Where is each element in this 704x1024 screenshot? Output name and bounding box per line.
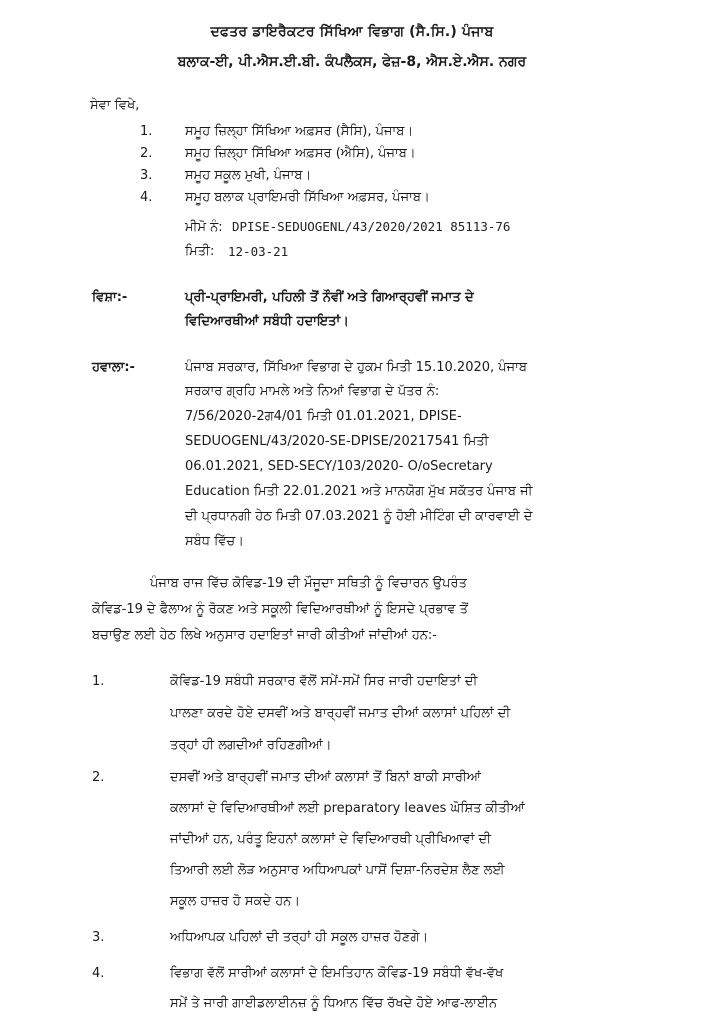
addressee-item: ਸਮੂਹ ਜ਼ਿਲ੍ਹਾ ਸਿੱਖਿਆ ਅਫ਼ਸਰ (ਐਸਿ), ਪੰਜਾਬ। — [185, 146, 416, 161]
office-header-line1: ਦਫਤਰ ਡਾਇਰੈਕਟਰ ਸਿੱਖਿਆ ਵਿਭਾਗ (ਸੈ.ਸਿ.) ਪੰਜਾਬ — [210, 24, 494, 40]
reference-line: SEDUOGENL/43/2020-SE-DPISE/20217541 ਮਿਤੀ — [185, 434, 489, 449]
reference-line: 7/56/2020-2ਗ4/01 ਮਿਤੀ 01.01.2021, DPISE- — [185, 409, 462, 424]
point-line: ਤਰ੍ਹਾਂ ਹੀ ਲਗਦੀਆਂ ਰਹਿਣਗੀਆਂ। — [170, 738, 332, 753]
reference-line: Education ਮਿਤੀ 22.01.2021 ਅਤੇ ਮਾਨਯੋਗ ਮੁੱਖ ਸਕੱਤਰ ਪੰਜਾਬ ਜੀ — [185, 484, 533, 499]
addressee-item: ਸਮੂਹ ਬਲਾਕ ਪ੍ਰਾਇਮਰੀ ਸਿੱਖਿਆ ਅਫ਼ਸਰ, ਪੰਜਾਬ। — [185, 190, 430, 205]
reference-line: ਸਰਕਾਰ ਗ੍ਰਹਿ ਮਾਮਲੇ ਅਤੇ ਨਿਆਂ ਵਿਭਾਗ ਦੇ ਪੱਤਰ ਨੰ: — [185, 384, 440, 399]
subject-line: ਪ੍ਰੀ-ਪ੍ਰਾਇਮਰੀ, ਪਹਿਲੀ ਤੋਂ ਨੌਵੀਂ ਅਤੇ ਗਿਆਰ੍ਹਵੀਂ ਜਮਾਤ ਦੇ — [185, 290, 474, 305]
salutation: ਸੇਵਾ ਵਿਖੇ, — [90, 98, 140, 113]
point-line: ਅਧਿਆਪਕ ਪਹਿਲਾਂ ਦੀ ਤਰ੍ਹਾਂ ਹੀ ਸਕੂਲ ਹਾਜ਼ਰ ਹੋਣਗੇ। — [170, 930, 429, 945]
addressee-number: 4. — [140, 190, 153, 205]
addressee-number: 3. — [140, 168, 153, 183]
memo-label: ਮੀਮੋ ਨੰ: — [185, 220, 223, 235]
reference-line: ਦੀ ਪ੍ਰਧਾਨਗੀ ਹੇਠ ਮਿਤੀ 07.03.2021 ਨੂੰ ਹੋਈ ਮੀਟਿੰਗ ਦੀ ਕਾਰਵਾਈ ਦੇ — [185, 509, 533, 524]
office-header-line2: ਬਲਾਕ-ਈ, ਪੀ.ਐਸ.ਈ.ਬੀ. ਕੰਪਲੈਕਸ, ਫੇਜ਼-8, ਐਸ.ਏ.ਐਸ. ਨਗਰ — [177, 54, 527, 70]
memo-date: 12-03-21 — [228, 244, 289, 259]
point-line: ਤਿਆਰੀ ਲਈ ਲੋੜ ਅਨੁਸਾਰ ਅਧਿਆਪਕਾਂ ਪਾਸੋਂ ਦਿਸ਼ਾ-ਨਿਰਦੇਸ਼ ਲੈਣ ਲਈ — [170, 863, 505, 878]
point-number: 2. — [92, 770, 105, 785]
addressee-item: ਸਮੂਹ ਜ਼ਿਲ੍ਹਾ ਸਿੱਖਿਆ ਅਫ਼ਸਰ (ਸੈਸਿ), ਪੰਜਾਬ। — [185, 124, 414, 139]
memo-number: DPISE-SEDUOGENL/43/2020/2021 85113-76 — [232, 219, 511, 234]
point-line: ਜਾਂਦੀਆਂ ਹਨ, ਪਰੰਤੂ ਇਹਨਾਂ ਕਲਾਸਾਂ ਦੇ ਵਿਦਿਆਰਥੀ ਪ੍ਰੀਖਿਆਵਾਂ ਦੀ — [170, 832, 492, 847]
point-line: ਕਲਾਸਾਂ ਦੇ ਵਿਦਿਆਰਥੀਆਂ ਲਈ preparatory leaves ਘੋਸ਼ਿਤ ਕੀਤੀਆਂ — [170, 801, 525, 816]
subject-label: ਵਿਸ਼ਾ:- — [92, 290, 128, 305]
point-number: 1. — [92, 674, 105, 689]
intro-line: ਪੰਜਾਬ ਰਾਜ ਵਿੱਚ ਕੋਵਿਡ-19 ਦੀ ਮੌਜੂਦਾ ਸਥਿਤੀ ਨੂੰ ਵਿਚਾਰਨ ਉਪਰੰਤ — [150, 576, 467, 591]
point-number: 4. — [92, 966, 105, 981]
addressee-number: 2. — [140, 146, 153, 161]
reference-line: 06.01.2021, SED-SECY/103/2020- O/oSecretary — [185, 459, 493, 474]
intro-line: ਬਚਾਉਣ ਲਈ ਹੇਠ ਲਿਖੇ ਅਨੁਸਾਰ ਹਦਾਇਤਾਂ ਜਾਰੀ ਕੀਤੀਆਂ ਜਾਂਦੀਆਂ ਹਨ:- — [92, 628, 438, 643]
addressee-number: 1. — [140, 124, 153, 139]
point-line: ਦਸਵੀਂ ਅਤੇ ਬਾਰ੍ਹਵੀਂ ਜਮਾਤ ਦੀਆਂ ਕਲਾਸਾਂ ਤੋਂ ਬਿਨਾਂ ਬਾਕੀ ਸਾਰੀਆਂ — [170, 770, 481, 785]
point-number: 3. — [92, 930, 105, 945]
addressee-item: ਸਮੂਹ ਸਕੂਲ ਮੁਖੀ, ਪੰਜਾਬ। — [185, 168, 312, 183]
intro-line: ਕੋਵਿਡ-19 ਦੇ ਫੈਲਾਅ ਨੂੰ ਰੋਕਣ ਅਤੇ ਸਕੂਲੀ ਵਿਦਿਆਰਥੀਆਂ ਨੂੰ ਇਸਦੇ ਪ੍ਰਭਾਵ ਤੋਂ — [92, 602, 468, 617]
point-line: ਪਾਲਣਾ ਕਰਦੇ ਹੋਏ ਦਸਵੀਂ ਅਤੇ ਬਾਰ੍ਹਵੀਂ ਜਮਾਤ ਦੀਆਂ ਕਲਾਸਾਂ ਪਹਿਲਾਂ ਦੀ — [170, 706, 511, 721]
subject-line: ਵਿਦਿਆਰਥੀਆਂ ਸਬੰਧੀ ਹਦਾਇਤਾਂ। — [185, 314, 349, 329]
date-label: ਮਿਤੀ: — [185, 244, 215, 259]
reference-label: ਹਵਾਲਾ:- — [92, 360, 135, 375]
point-line: ਸਕੂਲ ਹਾਜ਼ਰ ਹੋ ਸਕਦੇ ਹਨ। — [170, 894, 301, 909]
point-line: ਕੋਵਿਡ-19 ਸਬੰਧੀ ਸਰਕਾਰ ਵੱਲੋਂ ਸਮੇਂ-ਸਮੇਂ ਸਿਰ ਜਾਰੀ ਹਦਾਇਤਾਂ ਦੀ — [170, 674, 478, 689]
point-line: ਸਮੇਂ ਤੇ ਜਾਰੀ ਗਾਈਡਲਾਈਨਜ਼ ਨੂੰ ਧਿਆਨ ਵਿੱਚ ਰੱਖਦੇ ਹੋਏ ਆਫ-ਲਾਈਨ — [170, 996, 498, 1011]
point-line: ਵਿਭਾਗ ਵੱਲੋਂ ਸਾਰੀਆਂ ਕਲਾਸਾਂ ਦੇ ਇਮਤਿਹਾਨ ਕੋਵਿਡ-19 ਸਬੰਧੀ ਵੱਖ-ਵੱਖ — [170, 966, 504, 981]
reference-line: ਪੰਜਾਬ ਸਰਕਾਰ, ਸਿੱਖਿਆ ਵਿਭਾਗ ਦੇ ਹੁਕਮ ਮਿਤੀ 15.10.2020, ਪੰਜਾਬ — [185, 360, 527, 375]
reference-line: ਸਬੰਧ ਵਿੱਚ। — [185, 534, 244, 549]
